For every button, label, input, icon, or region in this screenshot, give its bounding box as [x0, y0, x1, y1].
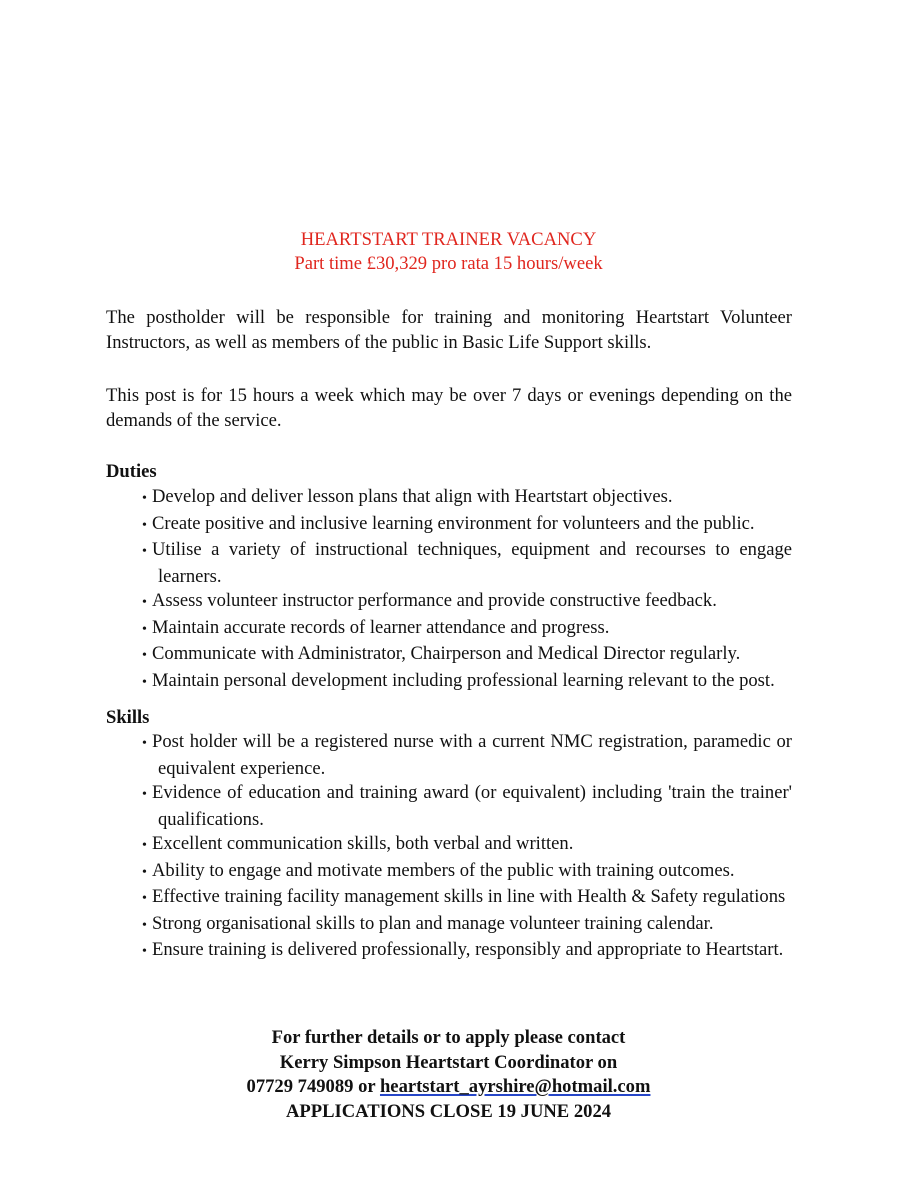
bullet-icon: •: [142, 491, 147, 506]
duties-list: [106, 485, 792, 695]
bullet-icon: •: [142, 944, 147, 959]
list-item-text: Post holder will be a registered nurse with a current NMC registration, paramedic or equivalent experience.: [152, 731, 792, 779]
list-item-text: Effective training facility management skills in line with Health & Safety regulations: [152, 886, 786, 907]
closing-date: APPLICATIONS CLOSE 19 JUNE 2024: [285, 1100, 612, 1122]
list-item: [106, 642, 792, 669]
list-item-text: Excellent communication skills, both verbal and written.: [152, 833, 574, 854]
page-title: HEARTSTART TRAINER VACANCY: [300, 229, 597, 250]
page-subtitle: Part time £30,329 pro rata 15 hours/week: [294, 253, 603, 274]
list-item: [106, 832, 792, 859]
bullet-icon: •: [142, 787, 147, 802]
list-item: [106, 938, 792, 965]
list-item: [106, 781, 792, 832]
bullet-icon: •: [142, 544, 147, 559]
list-item-text: Strong organisational skills to plan and manage volunteer training calendar.: [152, 912, 714, 934]
title-block: [0, 228, 897, 276]
phone-number: 07729 749089 or: [246, 1076, 380, 1097]
bullet-icon: •: [142, 621, 147, 637]
list-item-text: Evidence of education and training award (or equivalent) including 'train the trainer' qualifications.: [152, 782, 792, 830]
list-item-text: Develop and deliver lesson plans that align with Heartstart objectives.: [152, 486, 673, 507]
contact-line-3: [0, 1075, 897, 1100]
bullet-icon: •: [142, 517, 147, 533]
bullet-icon: •: [142, 917, 147, 933]
bullet-icon: •: [142, 674, 147, 690]
duties-heading: Duties: [106, 461, 157, 482]
intro-paragraph-2: This post is for 15 hours a week which may be over 7 days or evenings depending on the demands of the service.: [106, 385, 792, 431]
bullet-icon: •: [142, 648, 147, 663]
list-item: [106, 485, 792, 512]
skills-list: [106, 730, 792, 965]
bullet-icon: •: [142, 864, 147, 880]
bullet-icon: •: [142, 838, 147, 853]
list-item: [106, 589, 792, 616]
skills-heading: Skills: [106, 707, 150, 728]
list-item: [106, 669, 792, 696]
list-item-text: Create positive and inclusive learning environment for volunteers and the public.: [152, 512, 755, 534]
list-item-text: Assess volunteer instructor performance and provide constructive feedback.: [152, 590, 717, 611]
list-item: [106, 859, 792, 886]
contact-block: [0, 1026, 897, 1124]
intro-paragraph-1: The postholder will be responsible for training and monitoring Heartstart Volunteer Instructors, as well as members of the public in Basic Life Support skills.: [106, 307, 792, 353]
list-item: [106, 730, 792, 781]
list-item-text: Maintain personal development including professional learning relevant to the post.: [152, 669, 775, 691]
bullet-icon: •: [142, 595, 147, 610]
list-item: [106, 912, 792, 939]
list-item-text: Ability to engage and motivate members of the public with training outcomes.: [152, 859, 735, 881]
list-item-text: Utilise a variety of instructional techniques, equipment and recourses to engage learners.: [152, 539, 792, 587]
email-link[interactable]: heartstart_ayrshire@hotmail.com: [379, 1076, 651, 1097]
list-item: [106, 538, 792, 589]
list-item: [106, 616, 792, 643]
bullet-icon: •: [142, 891, 147, 906]
list-item: [106, 885, 792, 912]
list-item-text: Communicate with Administrator, Chairperson and Medical Director regularly.: [152, 643, 741, 664]
list-item-text: Ensure training is delivered professionally, responsibly and appropriate to Heartstart.: [152, 939, 784, 960]
list-item: [106, 512, 792, 539]
contact-line-2: Kerry Simpson Heartstart Coordinator on: [279, 1051, 618, 1073]
bullet-icon: •: [142, 736, 147, 751]
contact-line-1: For further details or to apply please contact: [271, 1027, 626, 1048]
list-item-text: Maintain accurate records of learner attendance and progress.: [152, 616, 610, 638]
